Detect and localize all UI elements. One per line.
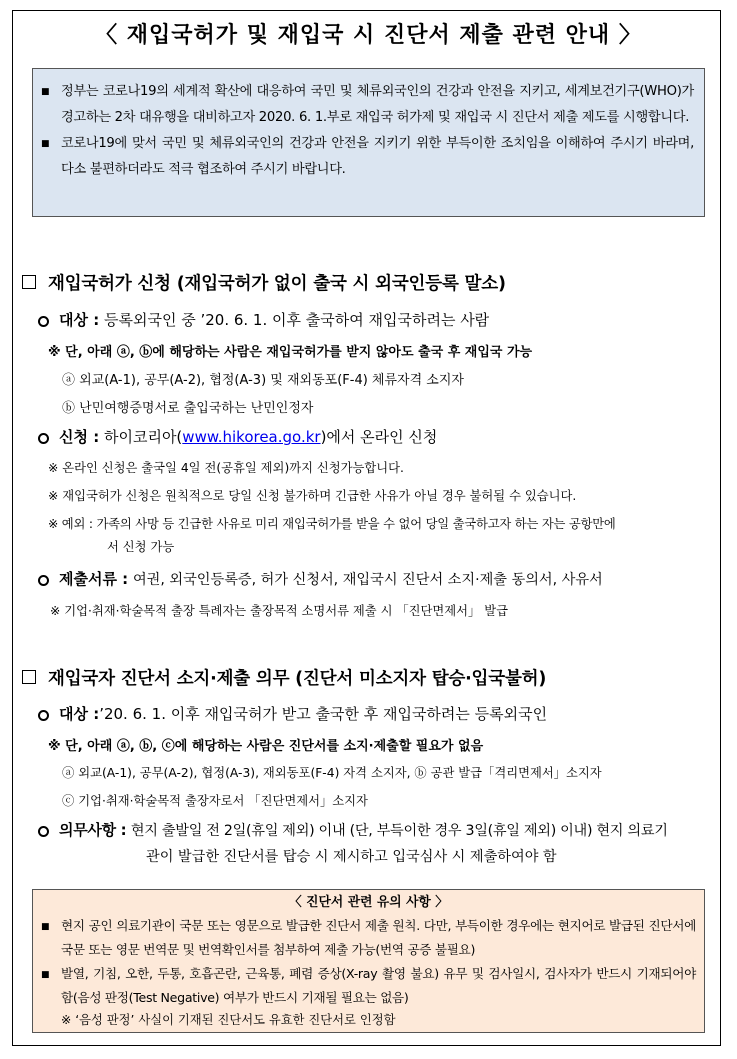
square-bullet-icon: ■ bbox=[41, 970, 50, 980]
section2-heading-text: 재입국자 진단서 소지·제출 의무 (진단서 미소지자 탑승·입국불허) bbox=[48, 669, 547, 689]
section1-note: ※ 예외 : 가족의 사망 등 긴급한 사유로 미리 재입국허가를 받을 수 없어 당일 출국하고자 하는 자는 공항만에 bbox=[48, 517, 616, 531]
duty-text: 현지 출발일 전 2일(휴일 제외) 이내 (단, 부득이한 경우 3일(휴일 제외) 이내) 현지 의료기 bbox=[130, 823, 668, 839]
section2-exception: ※ 단, 아래 ⓐ, ⓑ, ⓒ에 해당하는 사람은 진단서를 소지·제출할 필요가 없음 bbox=[48, 739, 484, 754]
section1-exception-b: ⓑ 난민여행증명서로 출입국하는 난민인정자 bbox=[62, 401, 314, 416]
section2-duty bbox=[38, 819, 668, 840]
section1-docs-note: ※ 기업·취재·학술목적 출장 특례자는 출장목적 소명서류 제출 시 「진단면제서」 발급 bbox=[50, 604, 509, 618]
section1-exception: ※ 단, 아래 ⓐ, ⓑ에 해당하는 사람은 재입국허가를 받지 않아도 출국 후 재입국 가능 bbox=[48, 345, 533, 360]
section2-target bbox=[38, 703, 547, 724]
square-bullet-icon: ■ bbox=[41, 87, 50, 97]
caution-title: 〈 진단서 관련 유의 사항 〉 bbox=[288, 895, 449, 910]
notice-box bbox=[32, 68, 705, 217]
checkbox-square-icon bbox=[22, 275, 36, 289]
notice-item bbox=[41, 131, 694, 183]
circle-bullet-icon bbox=[38, 826, 49, 837]
section1-apply bbox=[38, 426, 437, 447]
caution-text: 발열, 기침, 오한, 두통, 호흡곤란, 근육통, 폐렴 증상(X-ray 촬영 불요) 유무 및 검사일시, 검사자가 반드시 기재되어야 함(음성 판정(Test Negative) 여부가 반드시 기재될 필요는 없음) bbox=[61, 966, 696, 1005]
hikorea-link[interactable]: www.hikorea.go.kr bbox=[182, 428, 321, 446]
notice-text: 코로나19에 맞서 국민 및 체류외국인의 건강과 안전을 지키기 위한 부득이한 조치임을 이해하여 주시기 바라며, 다소 불편하더라도 적극 협조하여 주시기 바랍니다. bbox=[61, 136, 694, 177]
apply-text-pre: 하이코리아( bbox=[103, 428, 183, 446]
target-label: 대상 : bbox=[59, 311, 100, 329]
target-label: 대상 : bbox=[59, 705, 100, 723]
square-bullet-icon: ■ bbox=[41, 922, 50, 932]
section1-note: ※ 온라인 신청은 출국일 4일 전(공휴일 제외)까지 신청가능합니다. bbox=[48, 461, 404, 475]
page-title: 〈 재입국허가 및 재입국 시 진단서 제출 관련 안내 〉 bbox=[95, 23, 642, 48]
section2-exception-c: ⓒ 기업·취재·학술목적 출장자로서 「진단면제서」소지자 bbox=[62, 794, 368, 808]
section1-docs bbox=[38, 568, 603, 589]
duty-label: 의무사항 : bbox=[59, 821, 127, 839]
circle-bullet-icon bbox=[38, 575, 49, 586]
section1-note: 서 신청 가능 bbox=[107, 540, 175, 554]
caution-item bbox=[41, 962, 696, 1010]
section1-note: ※ 재입국허가 신청은 원칙적으로 당일 신청 불가하며 긴급한 사유가 아닐 경우 불허될 수 있습니다. bbox=[48, 489, 577, 503]
notice-item bbox=[41, 79, 694, 131]
docs-label: 제출서류 : bbox=[59, 570, 129, 588]
checkbox-square-icon bbox=[22, 670, 36, 684]
circle-bullet-icon bbox=[38, 316, 49, 327]
caution-note: ※ ‘음성 판정’ 사실이 기재된 진단서도 유효한 진단서로 인정함 bbox=[61, 1013, 396, 1027]
target-text: 등록외국인 중 ’20. 6. 1. 이후 출국하여 재입국하려는 사람 bbox=[103, 311, 490, 329]
section1-heading-text: 재입국허가 신청 (재입국허가 없이 출국 시 외국인등록 말소) bbox=[48, 274, 506, 294]
circle-bullet-icon bbox=[38, 433, 49, 444]
circle-bullet-icon bbox=[38, 710, 49, 721]
docs-text: 여권, 외국인등록증, 허가 신청서, 재입국시 진단서 소지·제출 동의서, 사유서 bbox=[132, 572, 603, 588]
section2-duty-cont: 관이 발급한 진단서를 탑승 시 제시하고 입국심사 시 제출하여야 함 bbox=[146, 849, 557, 865]
section1-heading bbox=[22, 270, 506, 295]
section1-target bbox=[38, 309, 489, 330]
apply-text-post: )에서 온라인 신청 bbox=[320, 428, 438, 446]
section2-exception-ab: ⓐ 외교(A-1), 공무(A-2), 협정(A-3), 재외동포(F-4) 자격 소지자, ⓑ 공관 발급「격리면제서」소지자 bbox=[62, 766, 602, 780]
apply-label: 신청 : bbox=[59, 428, 100, 446]
section1-exception-a: ⓐ 외교(A-1), 공무(A-2), 협정(A-3) 및 재외동포(F-4) 체류자격 소지자 bbox=[62, 373, 464, 388]
notice-text: 정부는 코로나19의 세계적 확산에 대응하여 국민 및 체류외국인의 건강과 안전을 지키고, 세계보건기구(WHO)가 경고하는 2차 대유행을 대비하고자 2020. 6. 1.부로 재입국 허가제 및 재입국 시 진단서 제출 제도를 시행합니다. bbox=[61, 84, 694, 125]
target-text: ’20. 6. 1. 이후 재입국허가 받고 출국한 후 재입국하려는 등록외국인 bbox=[99, 705, 548, 723]
caution-text: 현지 공인 의료기관이 국문 또는 영문으로 발급한 진단서 제출 원칙. 다만, 부득이한 경우에는 현지어로 발급된 진단서에 국문 또는 영문 번역문 및 번역확인서를 첨부하여 제출 가능(번역 공증 불필요) bbox=[61, 918, 696, 957]
square-bullet-icon: ■ bbox=[41, 139, 50, 149]
caution-item bbox=[41, 914, 696, 962]
section2-heading bbox=[22, 665, 546, 690]
caution-box bbox=[32, 889, 705, 1033]
